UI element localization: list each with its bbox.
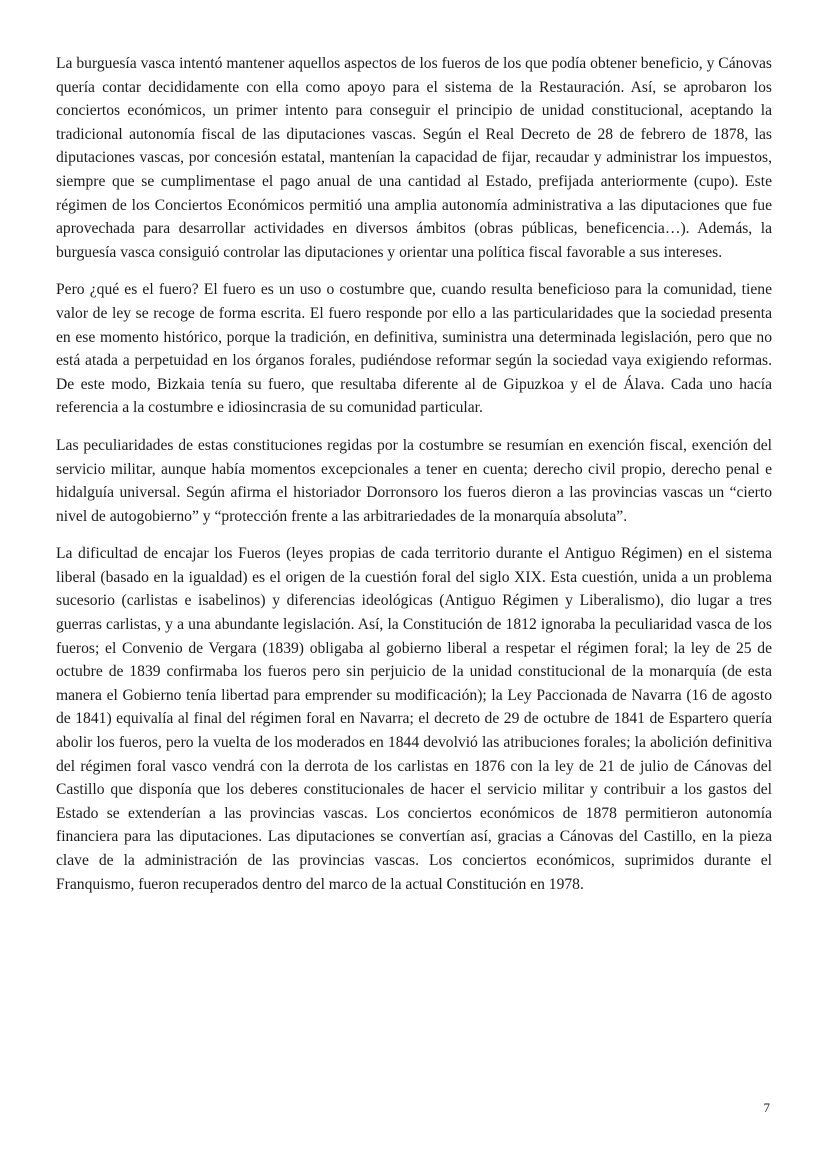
paragraph-que-es-el-fuero: Pero ¿qué es el fuero? El fuero es un uso o costumbre que, cuando resulta beneficioso para la comunidad, tiene valor de ley se recoge de forma escrita. El fuero responde por ello a las particularidades que la sociedad presenta en ese momento histórico, porque la tradición, en definitiva, suministra una determinada legislación, pero que no está atada a perpetuidad en los órganos forales, pudiéndose reformar según la sociedad vaya exigiendo reformas. De este modo, Bizkaia tenía su fuero, que resultaba diferente al de Gipuzkoa y el de Álava. Cada uno hacía referencia a la costumbre e idiosincrasia de su comunidad particular. bbox=[56, 281, 772, 417]
paragraph-cuestion-foral: La dificultad de encajar los Fueros (leyes propias de cada territorio durante el Antiguo Régimen) en el sistema liberal (basado en la igualdad) es el origen de la cuestión foral del siglo XIX. Esta cuestión, unida a un problema sucesorio (carlistas e isabelinos) y diferencias ideológicas (Antiguo Régimen y Liberalismo), dio lugar a tres guerras carlistas, y a una abundante legislación. Así, la Constitución de 1812 ignoraba la peculiaridad vasca de los fueros; el Convenio de Vergara (1839) obligaba al gobierno liberal a respetar el régimen foral; la ley de 25 de octubre de 1839 confirmaba los fueros pero sin perjuicio de la unidad constitucional de la monarquía (de esta manera el Gobierno tenía libertad para emprender su modificación); la Ley Paccionada de Navarra (16 de agosto de 1841) equivalía al final del régimen foral en Navarra; el decreto de 29 de octubre de 1841 de Espartero quería abolir los fueros, pero la vuelta de los moderados en 1844 devolvió las atribuciones forales; la abolición definitiva del régimen foral vasco vendrá con la derrota de los carlistas en 1876 con la ley de 21 de julio de Cánovas del Castillo que disponía que los deberes constitucionales de hacer el servicio militar y contribuir a los gastos del Estado se extenderían a las provincias vascas. Los conciertos económicos de 1878 permitieron autonomía financiera para las diputaciones. Las diputaciones se convertían así, gracias a Cánovas del Castillo, en la pieza clave de la administración de las provincias vascas. Los conciertos económicos, suprimidos durante el Franquismo, fueron recuperados dentro del marco de la actual Constitución en 1978. bbox=[56, 545, 772, 893]
page-number: 7 bbox=[763, 1100, 770, 1115]
document-body bbox=[56, 52, 772, 910]
paragraph-conciertos-economicos: La burguesía vasca intentó mantener aquellos aspectos de los fueros de los que podía obtener beneficio, y Cánovas quería contar decididamente con ella como apoyo para el sistema de la Restauración. Así, se aprobaron los conciertos económicos, un primer intento para conseguir el principio de unidad constitucional, aceptando la tradicional autonomía fiscal de las diputaciones vascas. Según el Real Decreto de 28 de febrero de 1878, las diputaciones vascas, por concesión estatal, mantenían la capacidad de fijar, recaudar y administrar los impuestos, siempre que se cumplimentase el pago anual de una cantidad al Estado, prefijada anteriormente (cupo). Este régimen de los Conciertos Económicos permitió una amplia autonomía administrativa a las diputaciones que fue aprovechada para desarrollar actividades en diversos ámbitos (obras públicas, beneficencia…). Además, la burguesía vasca consiguió controlar las diputaciones y orientar una política fiscal favorable a sus intereses. bbox=[56, 55, 772, 261]
paragraph-peculiaridades: Las peculiaridades de estas constituciones regidas por la costumbre se resumían en exención fiscal, exención del servicio militar, aunque había momentos excepcionales a tener en cuenta; derecho civil propio, derecho penal e hidalguía universal. Según afirma el historiador Dorronsoro los fueros dieron a las provincias vascas un “cierto nivel de autogobierno” y “protección frente a las arbitrariedades de la monarquía absoluta”. bbox=[56, 436, 772, 525]
